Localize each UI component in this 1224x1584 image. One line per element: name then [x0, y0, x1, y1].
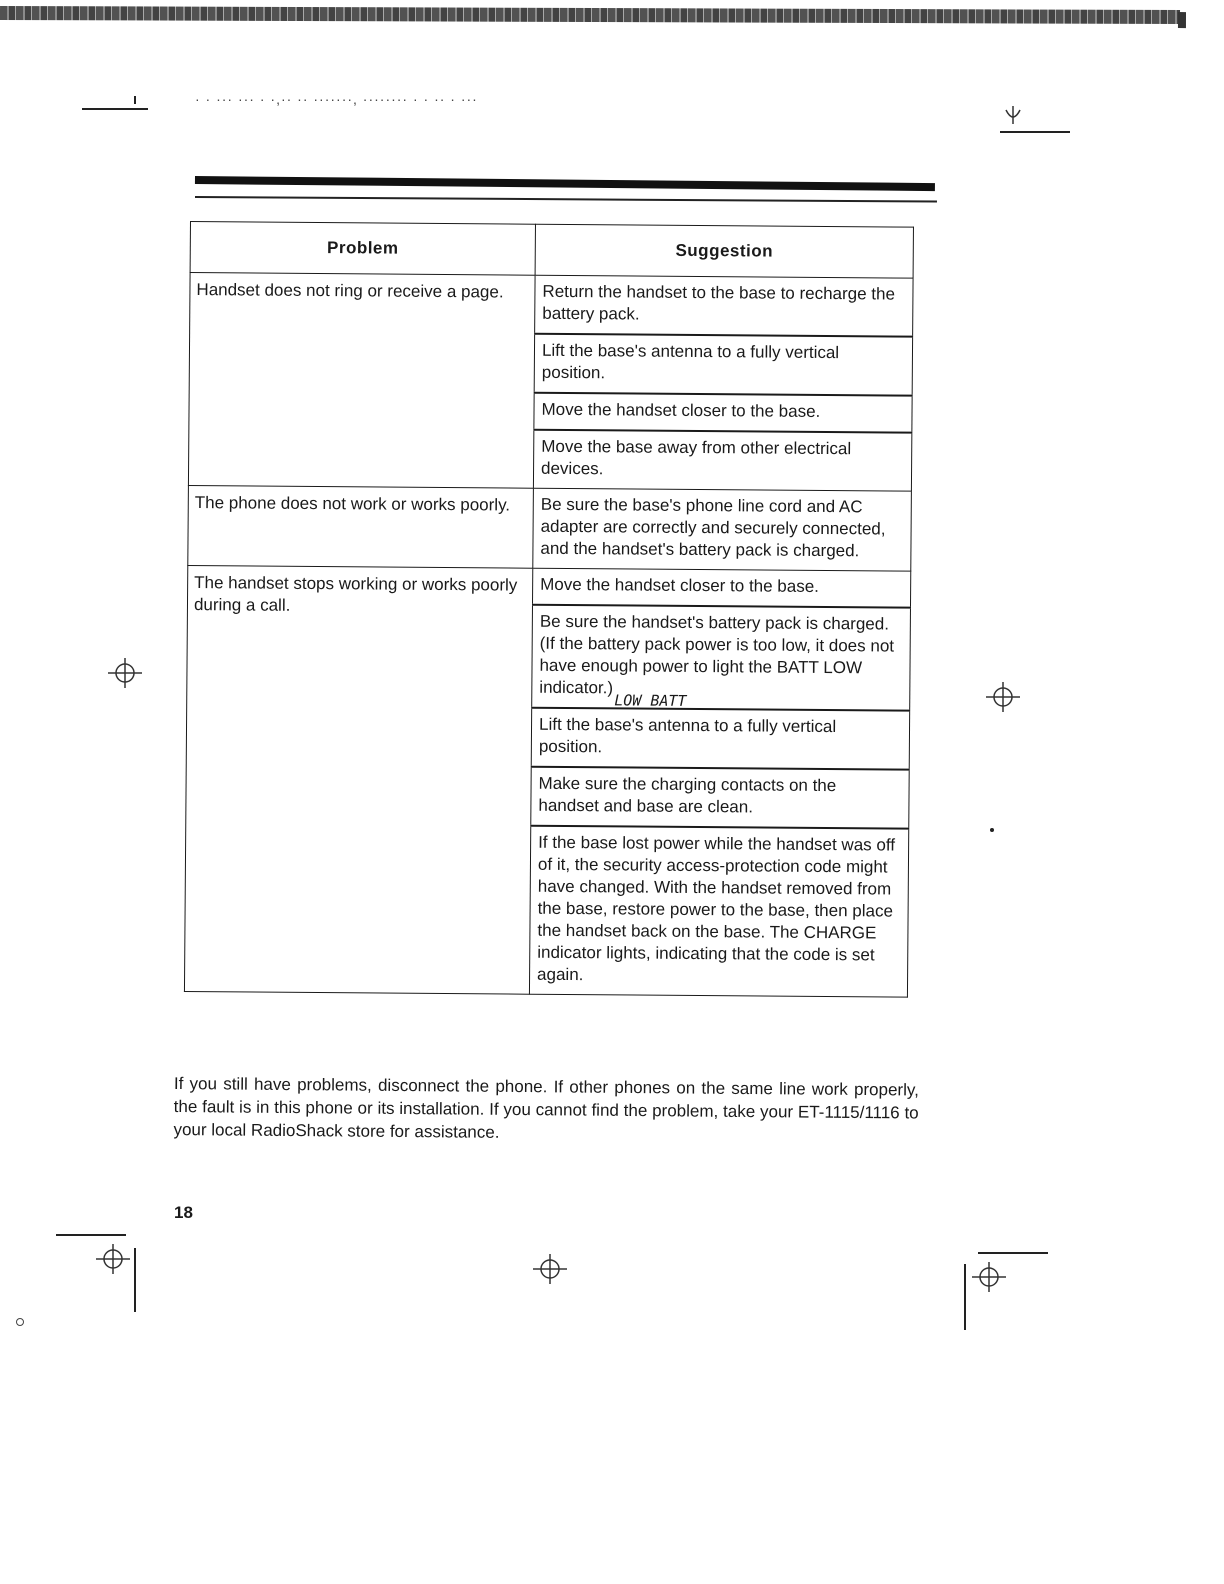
crop-line — [978, 1252, 1048, 1254]
registration-mark-icon — [998, 100, 1028, 130]
crop-tick — [134, 96, 136, 104]
table-row — [188, 485, 912, 571]
suggestion-cell — [532, 605, 911, 711]
scan-noise-band — [0, 6, 1180, 24]
registration-crosshair-icon — [986, 680, 1020, 714]
crop-line — [56, 1234, 126, 1236]
suggestion-text: Be sure the handset's battery pack is charged. (If the battery pack power is too low, it does not have enough power to light the BATT LOW indicator.) — [539, 611, 895, 698]
suggestion-cell: If the base lost power while the handset was off of it, the security access-protection code might have changed. With the handset removed from the base, restore power to the base, then place the handset back on the base. The CHARGE indicator lights, indicating that the code is set again. — [529, 826, 908, 997]
registration-crosshair-icon — [972, 1260, 1006, 1294]
table-row — [190, 273, 913, 337]
handwritten-correction: LOW BATT — [614, 691, 687, 710]
troubleshooting-table — [184, 221, 914, 998]
registration-crosshair-icon — [108, 656, 142, 690]
registration-crosshair-icon — [96, 1242, 130, 1276]
suggestion-cell: Move the handset closer to the base. — [532, 568, 910, 607]
problem-cell: Handset does not ring or receive a page. — [188, 273, 535, 489]
top-rule-thin — [195, 196, 937, 203]
suggestion-cell: Move the handset closer to the base. — [534, 393, 912, 433]
crop-line — [964, 1264, 966, 1330]
footer-paragraph: If you still have problems, disconnect the phone. If other phones on the same line work properly, the fault is in this phone or its installation. If you cannot find the problem, take your ET-1115/1116 to your local RadioShack store for assistance. — [173, 1073, 919, 1142]
scan-speck — [990, 828, 994, 832]
crop-line — [1000, 131, 1070, 133]
suggestion-cell: Be sure the base's phone line cord and AC adapter are correctly and securely connected, and the handset's battery pack is charged. — [533, 488, 912, 571]
table-row — [188, 565, 911, 607]
suggestion-column-header: Suggestion — [535, 224, 913, 278]
running-header: · · ··· ··· · ·,·· ·· ·······, ········ · · ·· · ··· — [195, 91, 478, 107]
problem-column-header: Problem — [190, 222, 535, 276]
suggestion-cell: Move the base away from other electrical devices. — [533, 430, 911, 491]
registration-crosshair-icon — [533, 1252, 567, 1286]
suggestion-cell: Lift the base's antenna to a fully vertical position. — [531, 708, 909, 770]
crop-line — [82, 108, 148, 110]
crop-line — [134, 1248, 136, 1312]
suggestion-cell: Lift the base's antenna to a fully vertical position. — [534, 334, 912, 396]
top-rule-thick — [195, 176, 935, 191]
suggestion-cell: Return the handset to the base to recharge the battery pack. — [535, 275, 913, 336]
problem-cell: The phone does not work or works poorly. — [188, 485, 534, 568]
scan-speck — [16, 1318, 24, 1326]
problem-cell: The handset stops working or works poorly during a call. — [184, 565, 532, 994]
suggestion-cell: Make sure the charging contacts on the handset and base are clean. — [531, 767, 909, 829]
page-number: 18 — [174, 1203, 193, 1222]
